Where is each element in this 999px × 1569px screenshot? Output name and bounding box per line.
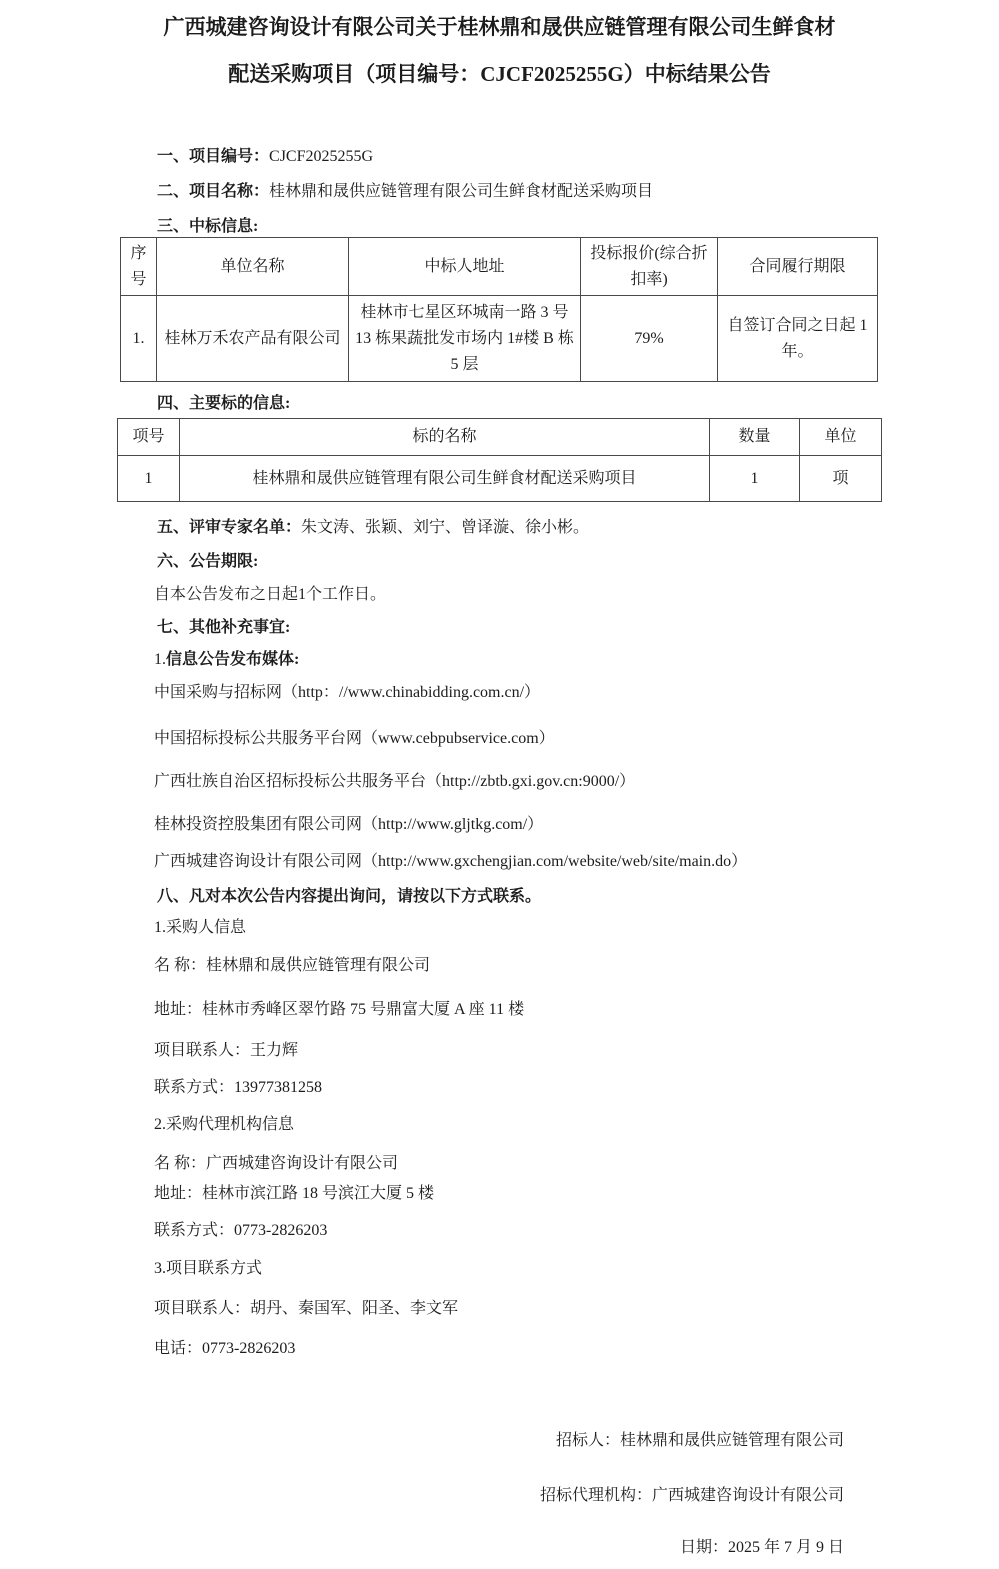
agency-name: 名 称：广西城建咨询设计有限公司 bbox=[154, 1155, 399, 1172]
subject-header-unit: 单位 bbox=[800, 419, 882, 456]
award-header-seq: 序号 bbox=[121, 238, 157, 296]
agency-address: 地址：桂林市滨江路 18 号滨江大厦 5 楼 bbox=[154, 1185, 435, 1202]
award-header-price: 投标报价(综合折扣率) bbox=[581, 238, 718, 296]
purchaser-heading: 1.采购人信息 bbox=[154, 919, 247, 936]
experts-names: 朱文涛、张颖、刘宁、曾译漩、徐小彬。 bbox=[301, 519, 590, 536]
purchaser-contact-person: 项目联系人：王力辉 bbox=[154, 1042, 299, 1059]
subject-table-data-row bbox=[118, 456, 882, 502]
award-cell-company: 桂林万禾农产品有限公司 bbox=[157, 296, 349, 382]
media-item-chinabidding: 中国采购与招标网（http：//www.chinabidding.com.cn/） bbox=[154, 684, 541, 701]
section-supplementary-heading: 七、其他补充事宜: bbox=[157, 619, 291, 636]
section-experts bbox=[157, 517, 959, 538]
media-heading bbox=[154, 649, 959, 670]
signature-block bbox=[0, 1430, 999, 1558]
subject-cell-qty: 1 bbox=[710, 456, 800, 502]
section-subject-info-heading: 四、主要标的信息: bbox=[157, 395, 291, 412]
subject-cell-name: 桂林鼎和晟供应链管理有限公司生鲜食材配送采购项目 bbox=[180, 456, 710, 502]
award-cell-address: 桂林市七星区环城南一路 3 号 13 栋果蔬批发市场内 1#楼 B 栋 5 层 bbox=[349, 296, 581, 382]
subject-table-header-row bbox=[118, 419, 882, 456]
project-contact-phone: 电话：0773-2826203 bbox=[154, 1340, 296, 1357]
media-item-gxi-platform: 广西壮族自治区招标投标公共服务平台（http://zbtb.gxi.gov.cn:9000/） bbox=[154, 773, 636, 790]
media-heading-number: 1. bbox=[154, 651, 166, 668]
notice-period-body: 自本公告发布之日起1个工作日。 bbox=[154, 586, 387, 603]
media-heading-label: 信息公告发布媒体: bbox=[166, 651, 300, 668]
section-project-number-label: 一、项目编号： bbox=[157, 148, 270, 165]
subject-info-table bbox=[117, 418, 882, 502]
page-title-line-1: 广西城建咨询设计有限公司关于桂林鼎和晟供应链管理有限公司生鲜食材 bbox=[163, 15, 836, 39]
media-item-gljtkg: 桂林投资控股集团有限公司网（http://www.gljtkg.com/） bbox=[154, 816, 544, 833]
award-info-table bbox=[120, 237, 878, 382]
award-cell-seq: 1. bbox=[121, 296, 157, 382]
media-item-gxchengjian: 广西城建咨询设计有限公司网（http://www.gxchengjian.com/website/web/site/main.do） bbox=[154, 853, 748, 870]
purchaser-phone: 联系方式：13977381258 bbox=[154, 1079, 323, 1096]
page-title-line-2: 配送采购项目（项目编号：CJCF2025255G）中标结果公告 bbox=[228, 62, 771, 86]
page-title bbox=[0, 0, 999, 98]
subject-header-name: 标的名称 bbox=[180, 419, 710, 456]
footer-bidder: 招标人：桂林鼎和晟供应链管理有限公司 bbox=[555, 1432, 844, 1449]
subject-cell-unit: 项 bbox=[800, 456, 882, 502]
award-table-data-row bbox=[121, 296, 878, 382]
media-item-cebpubservice: 中国招标投标公共服务平台网（www.cebpubservice.com） bbox=[154, 730, 555, 747]
award-cell-price: 79% bbox=[581, 296, 718, 382]
agency-phone: 联系方式：0773-2826203 bbox=[154, 1222, 328, 1239]
subject-header-item-no: 项号 bbox=[118, 419, 180, 456]
purchaser-address: 地址：桂林市秀峰区翠竹路 75 号鼎富大厦 A 座 11 楼 bbox=[154, 1001, 525, 1018]
footer-agency: 招标代理机构：广西城建咨询设计有限公司 bbox=[539, 1487, 844, 1504]
award-table-header-row bbox=[121, 238, 878, 296]
agency-heading: 2.采购代理机构信息 bbox=[154, 1116, 295, 1133]
project-number-value: CJCF2025255G bbox=[269, 148, 374, 165]
section-project-name bbox=[157, 181, 959, 202]
project-contact-heading: 3.项目联系方式 bbox=[154, 1260, 263, 1277]
award-header-company: 单位名称 bbox=[157, 238, 349, 296]
project-contact-persons: 项目联系人：胡丹、秦国军、阳圣、李文军 bbox=[154, 1300, 459, 1317]
subject-header-qty: 数量 bbox=[710, 419, 800, 456]
project-name-value: 桂林鼎和晟供应链管理有限公司生鲜食材配送采购项目 bbox=[269, 183, 654, 200]
section-award-info-heading: 三、中标信息: bbox=[157, 218, 259, 235]
purchaser-name: 名 称：桂林鼎和晟供应链管理有限公司 bbox=[154, 957, 431, 974]
section-project-name-label: 二、项目名称： bbox=[157, 183, 270, 200]
award-cell-period: 自签订合同之日起 1 年。 bbox=[718, 296, 878, 382]
section-experts-label: 五、评审专家名单： bbox=[157, 519, 302, 536]
section-notice-period-heading: 六、公告期限: bbox=[157, 553, 259, 570]
award-header-period: 合同履行期限 bbox=[718, 238, 878, 296]
footer-date: 日期：2025 年 7 月 9 日 bbox=[679, 1539, 844, 1556]
section-inquiry-heading: 八、凡对本次公告内容提出询问，请按以下方式联系。 bbox=[157, 888, 542, 905]
section-project-number bbox=[157, 146, 959, 167]
award-header-address: 中标人地址 bbox=[349, 238, 581, 296]
subject-cell-item-no: 1 bbox=[118, 456, 180, 502]
